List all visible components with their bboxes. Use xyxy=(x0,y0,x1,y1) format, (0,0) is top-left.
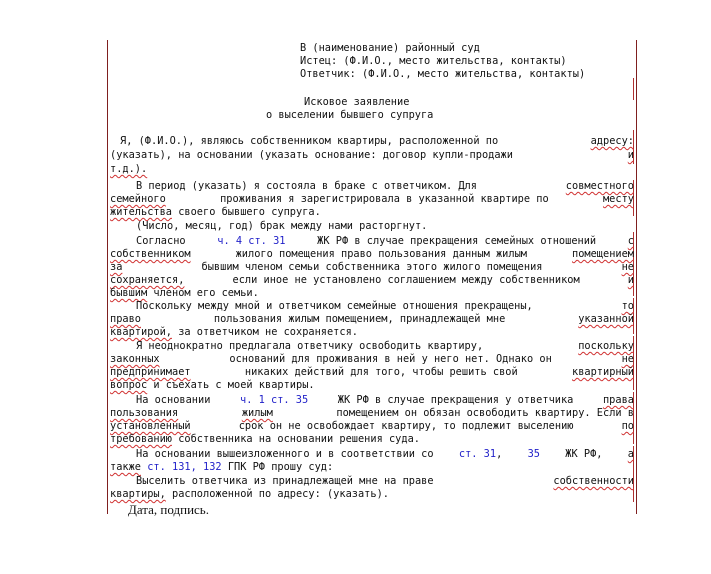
plaintiff-line: Истец: (Ф.И.О., место жительства, контакты) xyxy=(300,55,567,67)
body-line: семейного проживания я зарегистрировала в указанной квартире по месту xyxy=(110,193,634,205)
body-line: (Число, месяц, год) брак между нами расторгнут. xyxy=(136,220,428,232)
signature-line: Дата, подпись. xyxy=(128,502,209,517)
body-line: жительства своего бывшего супруга. xyxy=(110,206,321,218)
defendant-line: Ответчик: (Ф.И.О., место жительства, контакты) xyxy=(300,68,586,80)
court-line: В (наименование) районный суд xyxy=(300,42,480,54)
body-line: собственником жилого помещения право пользования данным жилым помещением xyxy=(110,248,634,260)
body-line: т.д.). xyxy=(110,163,148,175)
body-line: В период (указать) я состояла в браке с ответчиком. Для совместного xyxy=(136,180,634,192)
law-link[interactable]: 35 xyxy=(527,448,540,460)
law-link[interactable]: ст. 131, 132 xyxy=(147,461,222,473)
body-line: Поскольку между мной и ответчиком семейные отношения прекращены, то xyxy=(136,300,634,312)
body-line: На основании ч. 1 ст. 35 ЖК РФ в случае прекращения у ответчика права xyxy=(136,394,634,406)
law-link[interactable]: ч. 1 ст. 35 xyxy=(240,394,309,406)
body-line: требованию собственника на основании решения суда. xyxy=(110,433,420,445)
body-line: предпринимает никаких действий для того, чтобы решить свой квартирный xyxy=(110,366,634,378)
body-line: также ст. 131, 132 ГПК РФ прошу суд: xyxy=(110,461,334,473)
body-line: Я, (Ф.И.О.), являюсь собственником квартиры, расположенной по адресу: xyxy=(120,135,634,147)
body-line: бывшим членом его семьи. xyxy=(110,287,259,299)
body-line: квартирой, за ответчиком не сохраняется. xyxy=(110,326,358,338)
body-line: вопрос и съехать с моей квартиры. xyxy=(110,379,315,391)
left-margin-line xyxy=(107,40,108,514)
body-line: Выселить ответчика из принадлежащей мне на праве собственности xyxy=(136,475,634,487)
law-link[interactable]: ч. 4 ст. 31 xyxy=(217,235,286,247)
body-line: законных оснований для проживания в ней у него нет. Однако он не xyxy=(110,353,634,365)
body-line: право пользования жилым помещением, принадлежащей мне указанной xyxy=(110,313,634,325)
body-line: пользования жилым помещением он обязан освободить квартиру. Если в xyxy=(110,407,634,419)
body-line: за бывшим членом семьи собственника этого жилого помещения не xyxy=(110,261,634,273)
body-line: Я неоднократно предлагала ответчику освободить квартиру, поскольку xyxy=(136,340,634,352)
law-link[interactable]: ст. 31 xyxy=(458,448,497,460)
right-margin-line xyxy=(636,40,637,514)
change-bar xyxy=(633,78,634,100)
document-title: Исковое заявление xyxy=(304,96,410,108)
body-line: Согласно ч. 4 ст. 31 ЖК РФ в случае прекращения семейных отношений с xyxy=(136,235,634,247)
document-subtitle: о выселении бывшего супруга xyxy=(266,109,434,121)
body-line: На основании вышеизложенного и в соответствии со ст. 31, 35 ЖК РФ, а xyxy=(136,448,634,460)
body-line: (указать), на основании (указать основание: договор купли-продажи и xyxy=(110,149,634,161)
body-line: сохраняется, если иное не установлено соглашением между собственником и xyxy=(110,274,634,286)
body-line: квартиры, расположенной по адресу: (указать). xyxy=(110,488,389,500)
body-line: установленный срок он не освобождает квартиру, то подлежит выселению по xyxy=(110,420,634,432)
